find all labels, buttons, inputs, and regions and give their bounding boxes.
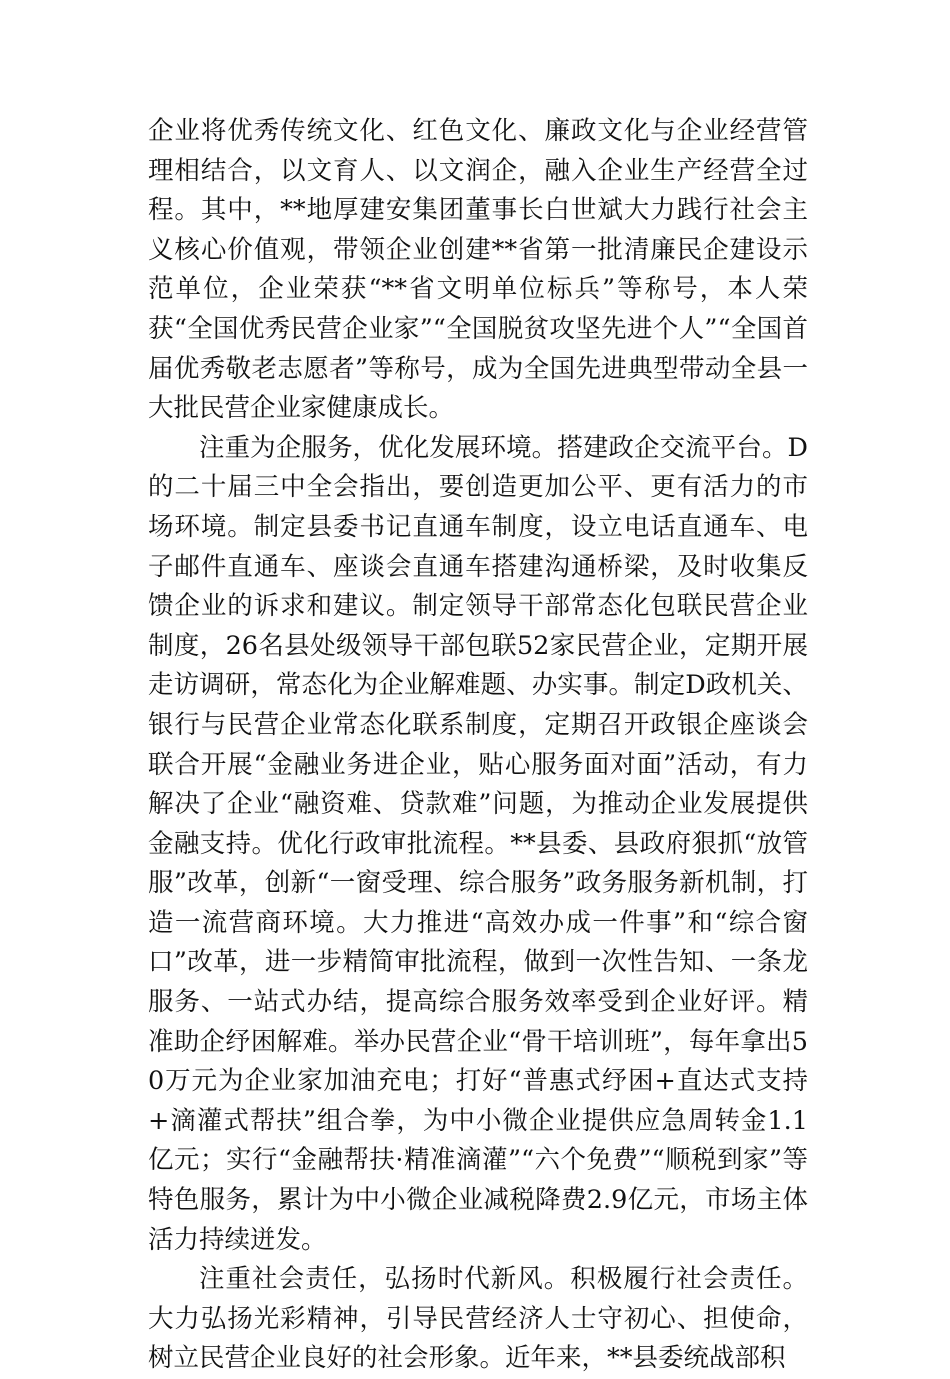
- document-body: [148, 112, 808, 1379]
- paragraph-continued: 企业将优秀传统文化、红色文化、廉政文化与企业经营管理相结合，以文育人、以文润企，融入企业生产经营全过程。其中，**地厚建安集团董事长白世斌大力践行社会主义核心价值观，带领企业创建**省第一批清廉民企建设示范单位，企业荣获“**省文明单位标兵”等称号，本人荣获“全国优秀民营企业家”“全国脱贫攻坚先进个人”“全国首届优秀敬老志愿者”等称号，成为全国先进典型带动全县一大批民营企业家健康成长。: [148, 116, 808, 424]
- paragraph-enterprise-service: 注重为企服务，优化发展环境。搭建政企交流平台。D的二十届三中全会指出，要创造更加公平、更有活力的市场环境。制定县委书记直通车制度，设立电话直通车、电子邮件直通车、座谈会直通车搭建沟通桥梁，及时收集反馈企业的诉求和建议。制定领导干部常态化包联民营企业制度，26名县处级领导干部包联52家民营企业，定期开展走访调研，常态化为企业解难题、办实事。制定D政机关、银行与民营企业常态化联系制度，定期召开政银企座谈会联合开展“金融业务进企业，贴心服务面对面”活动，有力解决了企业“融资难、贷款难”问题，为推动企业发展提供金融支持。优化行政审批流程。**县委、县政府狠抓“放管服”改革，创新“一窗受理、综合服务”政务服务新机制，打造一流营商环境。大力推进“高效办成一件事”和“综合窗口”改革，进一步精简审批流程，做到一次性告知、一条龙服务、一站式办结，提高综合服务效率受到企业好评。精准助企纾困解难。举办民营企业“骨干培训班”，每年拿出50万元为企业家加油充电；打好“普惠式纾困+直达式支持+滴灌式帮扶”组合拳，为中小微企业提供应急周转金1.1亿元；实行“金融帮扶·精准滴灌”“六个免费”“顺税到家”等特色服务，累计为中小微企业减税降费2.9亿元，市场主体活力持续迸发。: [148, 432, 808, 1255]
- paragraph-social-responsibility: 注重社会责任，弘扬时代新风。积极履行社会责任。大力弘扬光彩精神，引导民营经济人士守初心、担使命，树立民营企业良好的社会形象。近年来，**县委统战部积: [148, 1264, 808, 1374]
